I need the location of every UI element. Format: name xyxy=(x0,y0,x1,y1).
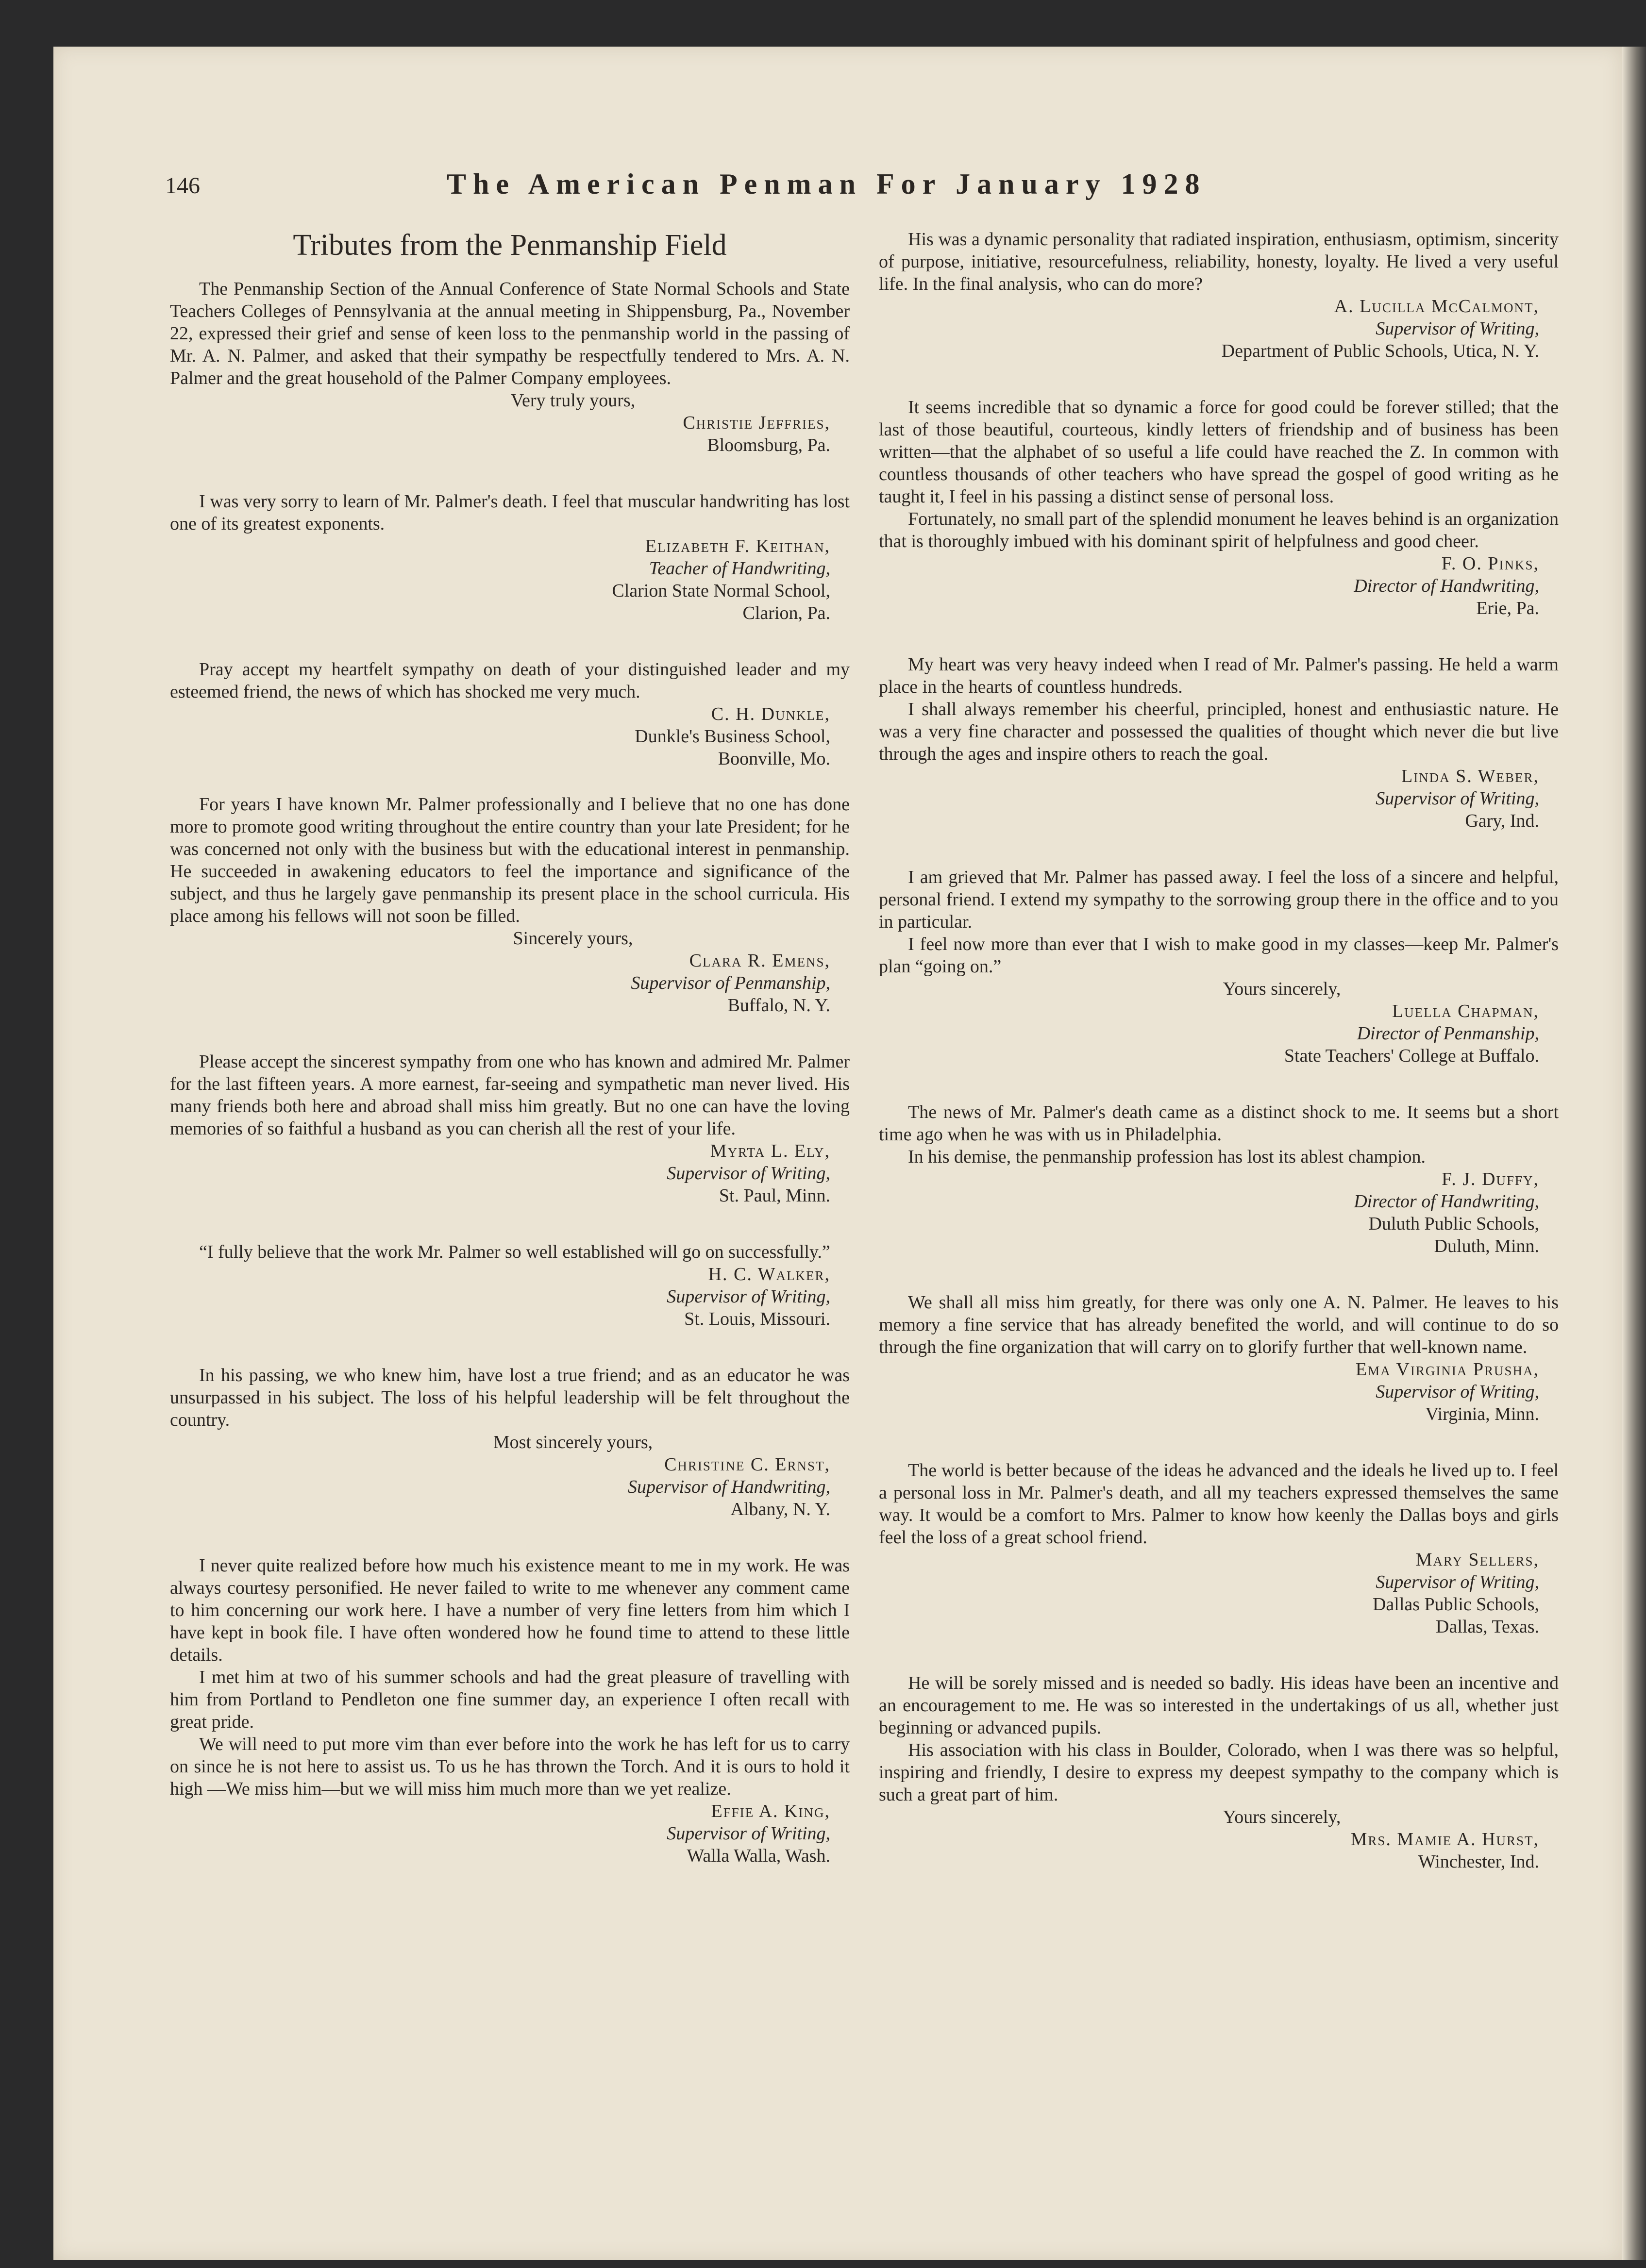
signer-place: Walla Walla, Wash. xyxy=(687,1846,830,1866)
signer-place: St. Louis, Missouri. xyxy=(684,1309,830,1329)
signer-name: Myrta L. Ely, xyxy=(710,1141,830,1161)
binding-edge xyxy=(1622,47,1646,2260)
tribute-text: Fortunately, no small part of the splendid monument he leaves behind is an organization that is thoroughly imbued with his dominant spirit of helpfulness and good cheer. xyxy=(879,509,1559,551)
tribute-king xyxy=(170,1554,850,1867)
tribute-text: Pray accept my heartfelt sympathy on death of your distinguished leader and my esteemed friend, the news of which has shocked me very much. xyxy=(170,659,850,702)
running-header xyxy=(165,167,1282,211)
signer-name: Mary Sellers, xyxy=(1415,1550,1539,1570)
tribute-hurst xyxy=(879,1672,1559,1873)
signer-place: Gary, Ind. xyxy=(1465,811,1539,831)
signer-name: F. J. Duffy, xyxy=(1442,1169,1539,1189)
page-number: 146 xyxy=(165,173,200,199)
journal-title: The American Penman For January 1928 xyxy=(447,168,1207,200)
signer-name: Effie A. King, xyxy=(711,1801,830,1821)
signer-place: Boonville, Mo. xyxy=(718,749,830,769)
signer-name: Mrs. Mamie A. Hurst, xyxy=(1350,1829,1539,1850)
tribute-text: He will be sorely missed and is needed so badly. His ideas have been an incentive and an encouragement to me. He was so interested in the undertakings of us all, whether just beginning or advanced pupils. xyxy=(879,1673,1559,1738)
signer-name: Christine C. Ernst, xyxy=(664,1454,830,1475)
tribute-text: The news of Mr. Palmer's death came as a distinct shock to me. It seems but a short time ago when he was with us in Philadelphia. xyxy=(879,1102,1559,1145)
signer-role: Supervisor of Handwriting, xyxy=(628,1477,830,1497)
tribute-text: I never quite realized before how much his existence meant to me in my work. He was always courtesy personified. He never failed to write to me whenever any comment came to him concerning our work here. I have a number of very fine letters from him which I have kept in book file. I have often wondered how he found time to attend to these little details. xyxy=(170,1555,850,1665)
right-column xyxy=(879,228,1559,1907)
signer-role: Supervisor of Writing, xyxy=(667,1823,830,1844)
closing: Yours sincerely, xyxy=(1223,979,1341,999)
tribute-text: His association with his class in Boulder, Colorado, when I was there was so helpful, inspiring and friendly, I desire to express my deepest sympathy to the company which is such a great part of him. xyxy=(879,1740,1559,1805)
tribute-text: For years I have known Mr. Palmer professionally and I believe that no one has done more to promote good writing throughout the entire country than your late President; for he was concerned not only with the business but with the educational interest in penmanship. He succeeded in awakening educators to feel the importance and significance of the subject, and thus he largely gave penmanship its present place in the school curricula. His place among his fellows will not soon be filled. xyxy=(170,794,850,926)
tribute-text: In his demise, the penmanship profession has lost its ablest champion. xyxy=(908,1147,1426,1167)
tribute-sellers xyxy=(879,1459,1559,1638)
signer-school: Dallas Public Schools, xyxy=(1372,1594,1539,1615)
tribute-text: “I fully believe that the work Mr. Palmer so well established will go on successfully.” xyxy=(199,1242,830,1262)
signer-role: Director of Handwriting, xyxy=(1354,576,1539,596)
signer-place: Virginia, Minn. xyxy=(1425,1404,1539,1424)
signer-name: A. Lucilla McCalmont, xyxy=(1334,296,1539,317)
tribute-dunkle xyxy=(170,658,850,770)
closing: Most sincerely yours, xyxy=(493,1432,653,1452)
signer-place: Bloomsburg, Pa. xyxy=(707,435,830,455)
tribute-ely xyxy=(170,1051,850,1207)
tribute-text: The Penmanship Section of the Annual Conference of State Normal Schools and State Teachers Colleges of Pennsylvania at the annual meeting in Shippensburg, Pa., November 22, expressed their grief and sense of keen loss to the penmanship world in the passing of Mr. A. N. Palmer, and asked that their sympathy be respectfully tendered to Mrs. A. N. Palmer and the great household of the Palmer Company employees. xyxy=(170,279,850,388)
tribute-text: We shall all miss him greatly, for there was only one A. N. Palmer. He leaves to his memory a fine service that has already benefited the world, and will continue to do so through the fine organization that will carry on to glorify further that well-known name. xyxy=(879,1292,1559,1357)
signer-role: Supervisor of Writing, xyxy=(667,1163,830,1184)
signer-place: St. Paul, Minn. xyxy=(719,1185,830,1206)
tribute-text: In his passing, we who knew him, have lost a true friend; and as an educator he was unsurpassed in his subject. The loss of his helpful leadership will be felt throughout the country. xyxy=(170,1365,850,1430)
tribute-duffy xyxy=(879,1101,1559,1257)
signer-school: Dunkle's Business School, xyxy=(635,726,830,747)
signer-place: Clarion, Pa. xyxy=(742,603,830,623)
signer-name: F. O. Pinks, xyxy=(1441,553,1539,574)
closing: Yours sincerely, xyxy=(1223,1807,1341,1827)
tribute-mccalmont xyxy=(879,228,1559,362)
signer-place: Department of Public Schools, Utica, N. Y. xyxy=(1221,341,1539,361)
signer-role: Director of Penmanship, xyxy=(1357,1023,1539,1044)
signer-role: Supervisor of Writing, xyxy=(1376,1382,1539,1402)
tribute-ernst xyxy=(170,1364,850,1520)
signer-role: Teacher of Handwriting, xyxy=(649,558,830,579)
signer-name: H. C. Walker, xyxy=(708,1264,830,1284)
tribute-text: Please accept the sincerest sympathy from one who has known and admired Mr. Palmer for the last fifteen years. A more earnest, far-seeing and sympathetic man never lived. His many friends both here and abroad shall miss him greatly. But no one can have the loving memories of so faithful a husband as you can cherish all the rest of your life. xyxy=(170,1051,850,1139)
tribute-text: I feel now more than ever that I wish to make good in my classes—keep Mr. Palmer's plan “going on.” xyxy=(879,934,1559,977)
signer-name: Christie Jeffries, xyxy=(683,413,830,433)
signer-school: Duluth Public Schools, xyxy=(1368,1214,1539,1234)
tribute-text: I am grieved that Mr. Palmer has passed away. I feel the loss of a sincere and helpful, personal friend. I extend my sympathy to the sorrowing group there in the office and to you in particular. xyxy=(879,867,1559,932)
signer-place: Buffalo, N. Y. xyxy=(727,995,830,1016)
tribute-text: It seems incredible that so dynamic a force for good could be forever stilled; that the last of those beautiful, courteous, kindly letters of friendship and of business has been written—that the alphabet of so useful a life could have reached the Z. In common with countless thousands of other teachers who have spread the gospel of good writing as he taught it, I feel in his passing a distinct sense of personal loss. xyxy=(879,397,1559,507)
tribute-prusha xyxy=(879,1291,1559,1425)
signer-name: Luella Chapman, xyxy=(1392,1001,1539,1021)
signer-role: Supervisor of Writing, xyxy=(667,1286,830,1307)
tribute-text: We will need to put more vim than ever before into the work he has left for us to carry on since he is not here to assist us. To us he has thrown the Torch. And it is ours to hold it high —We miss him—but we will miss him much more than we yet realize. xyxy=(170,1734,850,1799)
signer-place: Duluth, Minn. xyxy=(1434,1236,1539,1256)
tribute-chapman xyxy=(879,866,1559,1067)
signer-role: Supervisor of Writing, xyxy=(1376,788,1539,809)
tribute-walker xyxy=(170,1241,850,1330)
signer-name: Linda S. Weber, xyxy=(1401,766,1539,786)
signer-place: Dallas, Texas. xyxy=(1436,1617,1539,1637)
signer-school: Clarion State Normal School, xyxy=(612,581,830,601)
tribute-text: I was very sorry to learn of Mr. Palmer's death. I feel that muscular handwriting has lost one of its greatest exponents. xyxy=(170,491,850,534)
signer-place: Albany, N. Y. xyxy=(730,1499,830,1519)
signer-name: Clara R. Emens, xyxy=(689,951,830,971)
signer-role: Director of Handwriting, xyxy=(1354,1191,1539,1212)
signer-place: State Teachers' College at Buffalo. xyxy=(1284,1046,1539,1066)
tribute-weber xyxy=(879,653,1559,832)
signer-name: C. H. Dunkle, xyxy=(711,704,830,724)
closing: Sincerely yours, xyxy=(513,928,633,949)
tribute-text: The world is better because of the ideas he advanced and the ideals he lived up to. I feel a personal loss in Mr. Palmer's death, and all my teachers expressed themselves the same way. It would be a comfort to Mrs. Palmer to know how keenly the Dallas boys and girls feel the loss of a great school friend. xyxy=(879,1460,1559,1548)
signer-role: Supervisor of Penmanship, xyxy=(631,973,830,993)
signer-role: Supervisor of Writing, xyxy=(1376,1572,1539,1592)
signer-role: Supervisor of Writing, xyxy=(1376,318,1539,339)
signer-place: Erie, Pa. xyxy=(1476,598,1539,618)
tribute-pinks xyxy=(879,396,1559,619)
left-column xyxy=(170,228,850,1901)
article-title: Tributes from the Penmanship Field xyxy=(293,229,727,262)
tribute-text: My heart was very heavy indeed when I read of Mr. Palmer's passing. He held a warm place in the hearts of countless hundreds. xyxy=(879,654,1559,697)
tribute-text: I met him at two of his summer schools and had the great pleasure of travelling with him from Portland to Pendleton one fine summer day, an experience I often recall with great pride. xyxy=(170,1667,850,1732)
signer-place: Winchester, Ind. xyxy=(1418,1851,1539,1872)
tribute-text: I shall always remember his cheerful, principled, honest and enthusiastic nature. He was a very fine character and possessed the qualities of thought which never die but live through the ages and inspire others to reach the goal. xyxy=(879,699,1559,764)
tribute-text: His was a dynamic personality that radiated inspiration, enthusiasm, optimism, sincerity of purpose, initiative, resourcefulness, reliability, honesty, loyalty. He lived a very useful life. In the final analysis, who can do more? xyxy=(879,229,1559,294)
tribute-emens xyxy=(170,793,850,1017)
tribute-keithan xyxy=(170,490,850,624)
closing: Very truly yours, xyxy=(510,390,636,411)
signer-name: Ema Virginia Prusha, xyxy=(1355,1359,1539,1380)
tribute-jeffries xyxy=(170,278,850,456)
signer-name: Elizabeth F. Keithan, xyxy=(645,536,830,556)
